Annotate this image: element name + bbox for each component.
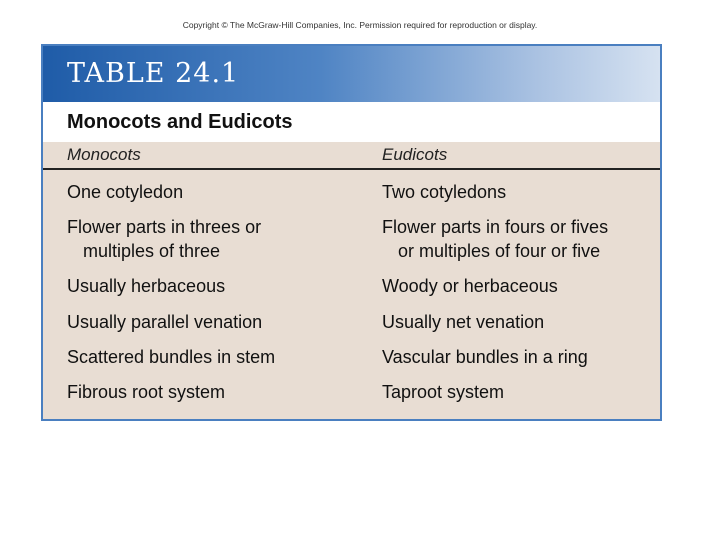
cell-text-continuation: multiples of three (83, 241, 221, 261)
table-title: Monocots and Eudicots (67, 111, 293, 133)
table-title-row (43, 102, 660, 142)
monocot-cell (67, 345, 367, 369)
column-header-eudicots: Eudicots (382, 145, 448, 164)
monocot-cell (67, 380, 367, 404)
table-frame (41, 44, 662, 421)
column-header-monocots: Monocots (67, 145, 141, 164)
cell-text: Fibrous root system (67, 382, 226, 402)
table-number: TABLE 24.1 (67, 58, 240, 89)
cell-text: Usually herbaceous (67, 276, 226, 296)
eudicot-cell (382, 180, 652, 204)
copyright-notice: Copyright © The McGraw-Hill Companies, Inc. Permission required for reproduction or display. (182, 20, 538, 30)
table-banner (43, 46, 660, 102)
cell-text-continuation: or multiples of four or five (398, 241, 601, 261)
cell-text: Vascular bundles in a ring (382, 347, 588, 367)
monocot-cell (67, 215, 367, 263)
cell-text: Flower parts in fours or fives (382, 217, 609, 237)
eudicot-cell (382, 215, 652, 263)
monocot-cell (67, 274, 367, 298)
cell-text: Two cotyledons (382, 182, 507, 202)
monocot-cell (67, 310, 367, 334)
eudicot-cell (382, 380, 652, 404)
cell-text: Usually parallel venation (67, 312, 263, 332)
cell-text: Usually net venation (382, 312, 545, 332)
monocot-cell (67, 180, 367, 204)
eudicot-cell (382, 310, 652, 334)
cell-text: One cotyledon (67, 182, 184, 202)
eudicot-cell (382, 274, 652, 298)
eudicot-cell (382, 345, 652, 369)
cell-text: Flower parts in threes or (67, 217, 262, 237)
cell-text: Woody or herbaceous (382, 276, 558, 296)
cell-text: Taproot system (382, 382, 505, 402)
column-header-row (43, 142, 660, 170)
cell-text: Scattered bundles in stem (67, 347, 276, 367)
